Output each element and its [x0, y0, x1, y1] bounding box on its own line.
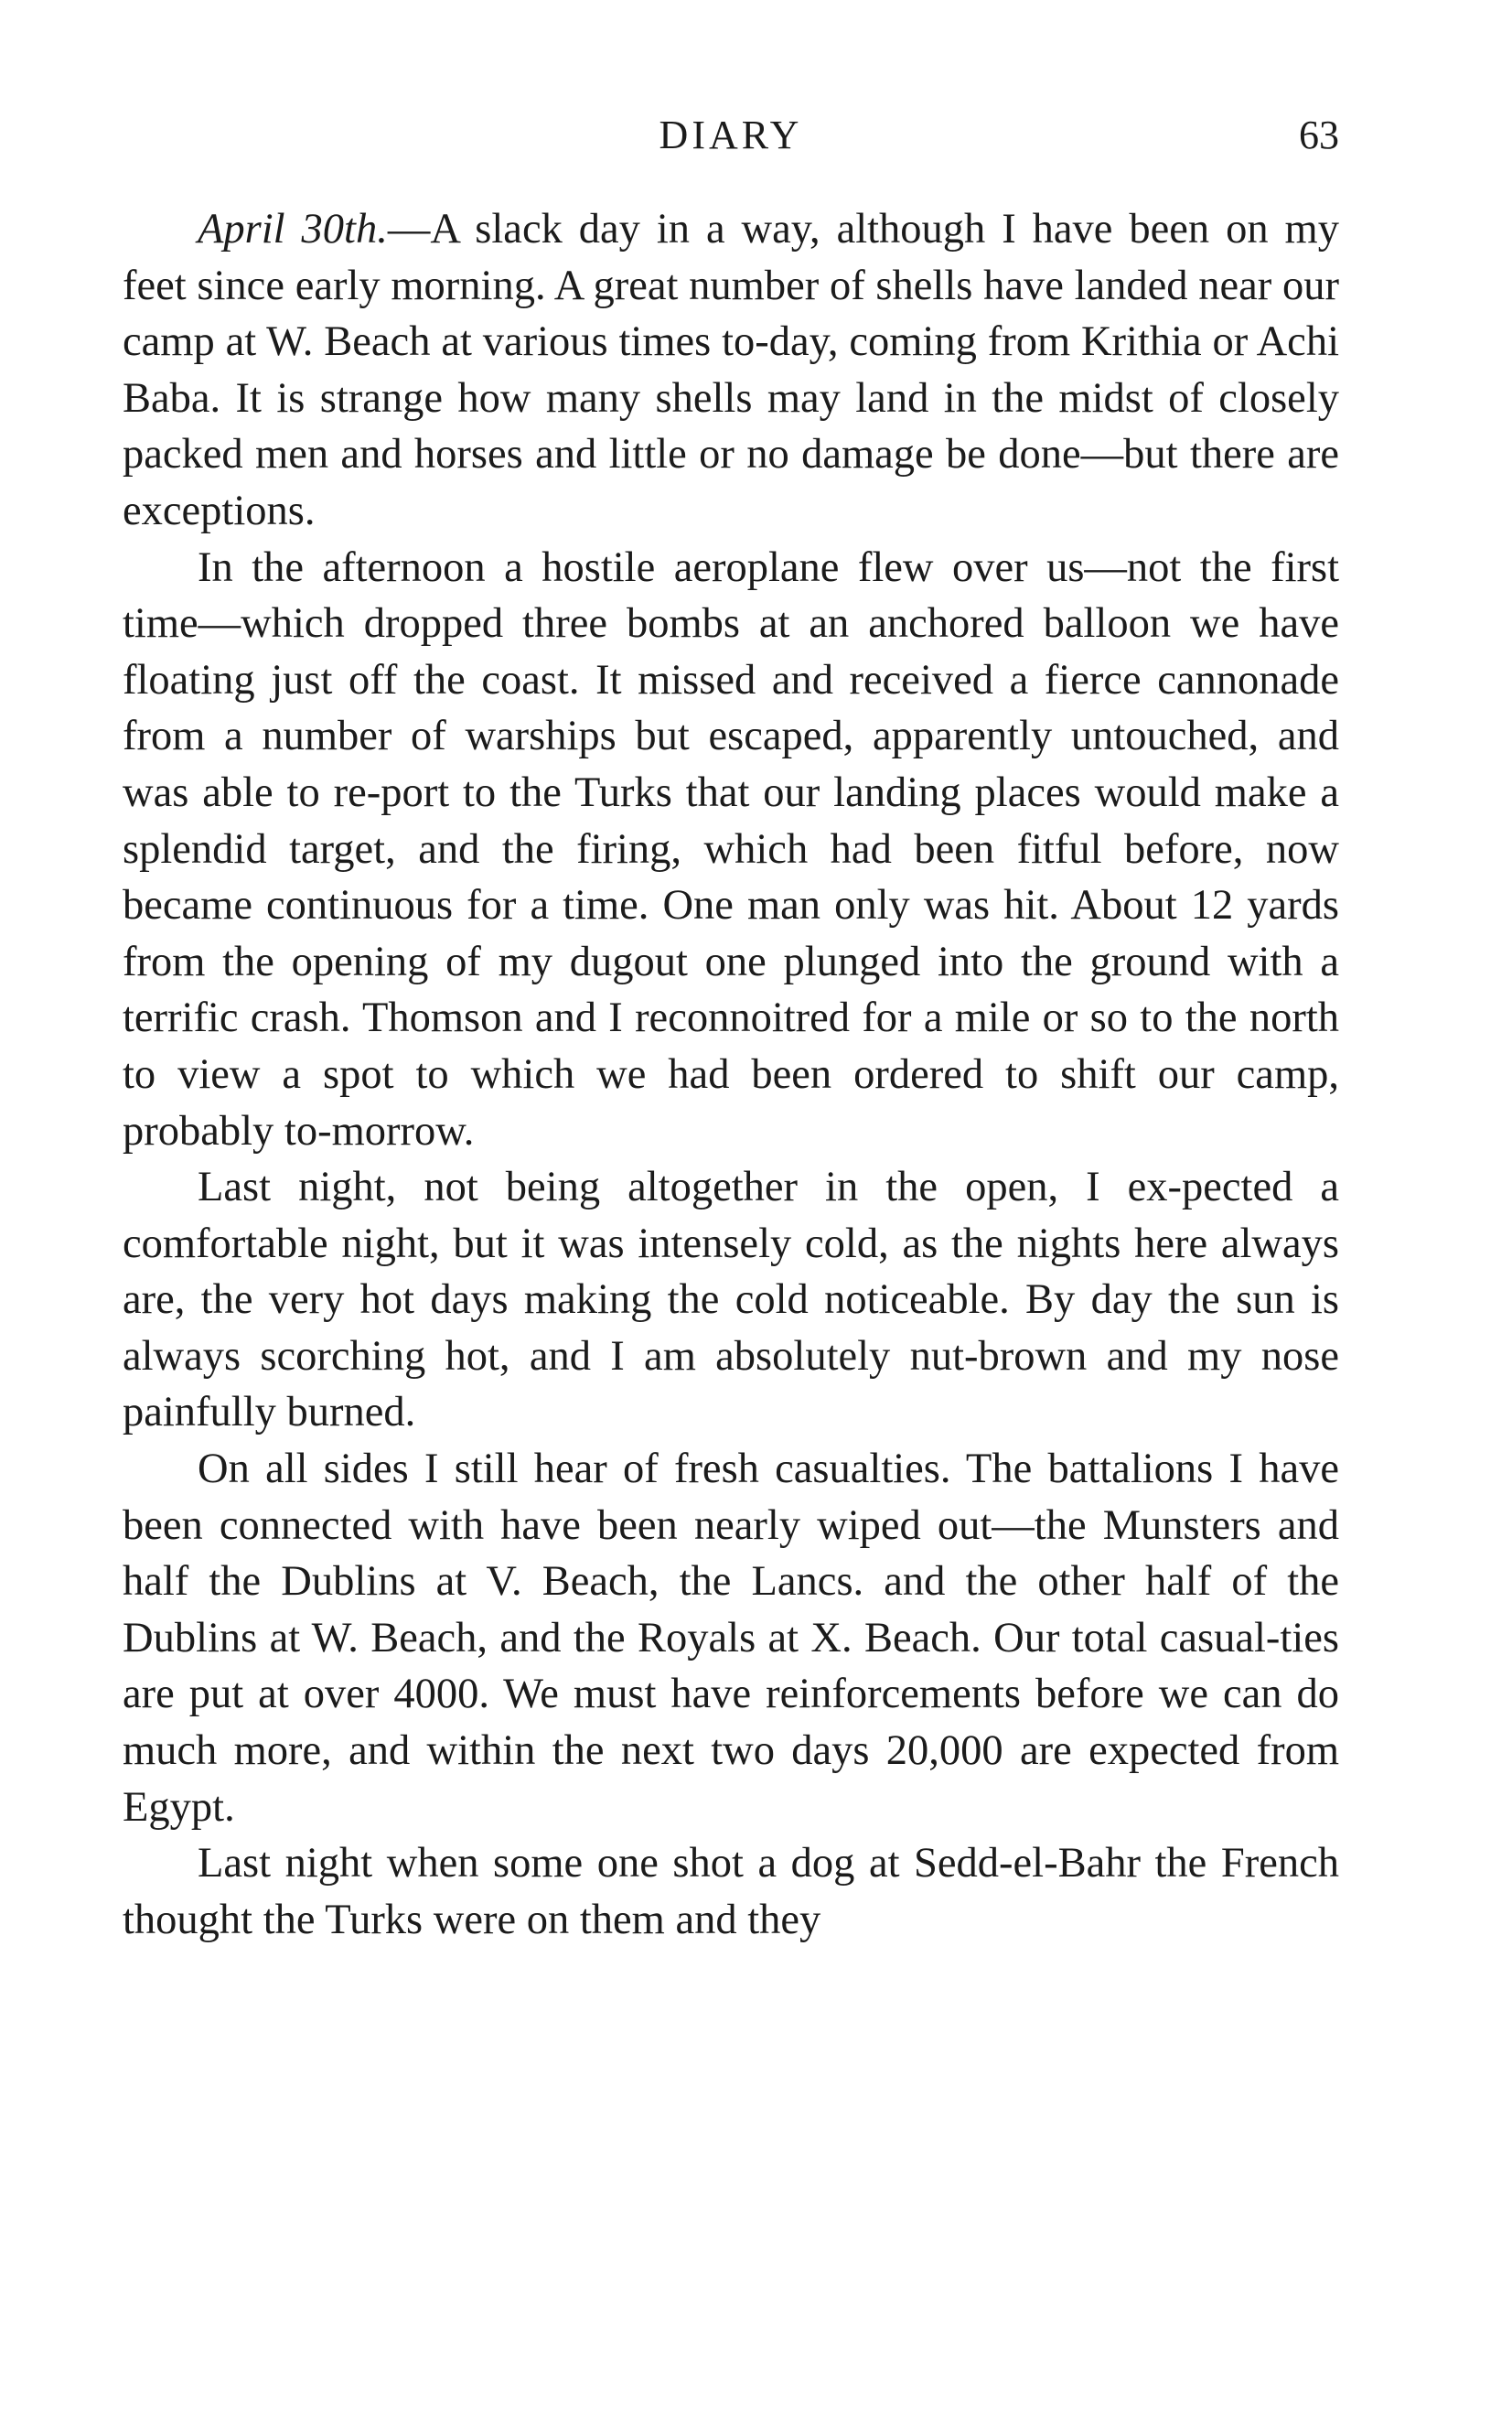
- paragraph-text: —A slack day in a way, although I have been on my feet since early morning. A great number of shells have landed near our camp at W. Beach at various times to-day, coming from Krithia or Achi Baba. It is strange how many shells may land in the midst of closely packed men and horses and little or no damage be done—but there are exceptions.: [123, 206, 1339, 534]
- paragraph-dog-shot: Last night when some one shot a dog at Sedd-el-Bahr the French thought the Turks were on them and they: [123, 1840, 1339, 1943]
- page-number: 63: [1299, 113, 1339, 157]
- running-title: DIARY: [659, 113, 803, 157]
- paragraph-aeroplane: In the afternoon a hostile aeroplane flew over us—not the first time—which dropped three bombs at an anchored balloon we have floating just off the coast. It missed and received a fierce cannonade from a number of warships but escaped, apparently untouched, and was able to re-port to the Turks that our landing places would make a splendid target, and the firing, which had been fitful before, now became continuous for a time. One man only was hit. About 12 yards from the opening of my dugout one plunged into the ground with a terrific crash. Thomson and I reconnoitred for a mile or so to the north to view a spot to which we had been ordered to shift our camp, probably to-morrow.: [123, 543, 1339, 1155]
- entry-date: April 30th.: [198, 206, 388, 253]
- paragraph-april-30: [123, 201, 1339, 540]
- paragraph-casualties: On all sides I still hear of fresh casualties. The battalions I have been connected with have been nearly wiped out—the Munsters and half the Dublins at V. Beach, the Lancs. and the other half of the Dublins at W. Beach, and the Royals at X. Beach. Our total casual-ties are put at over 4000. We must have reinforcements before we can do much more, and within the next two days 20,000 are expected from Egypt.: [123, 1446, 1339, 1831]
- running-head: [123, 108, 1339, 163]
- paragraph-cold-night: Last night, not being altogether in the open, I ex-pected a comfortable night, but it was intensely cold, as the nights here always are, the very hot days making the cold noticeable. By day the sun is always scorching hot, and I am absolutely nut-brown and my nose painfully burned.: [123, 1164, 1339, 1436]
- body-text: [123, 201, 1339, 1948]
